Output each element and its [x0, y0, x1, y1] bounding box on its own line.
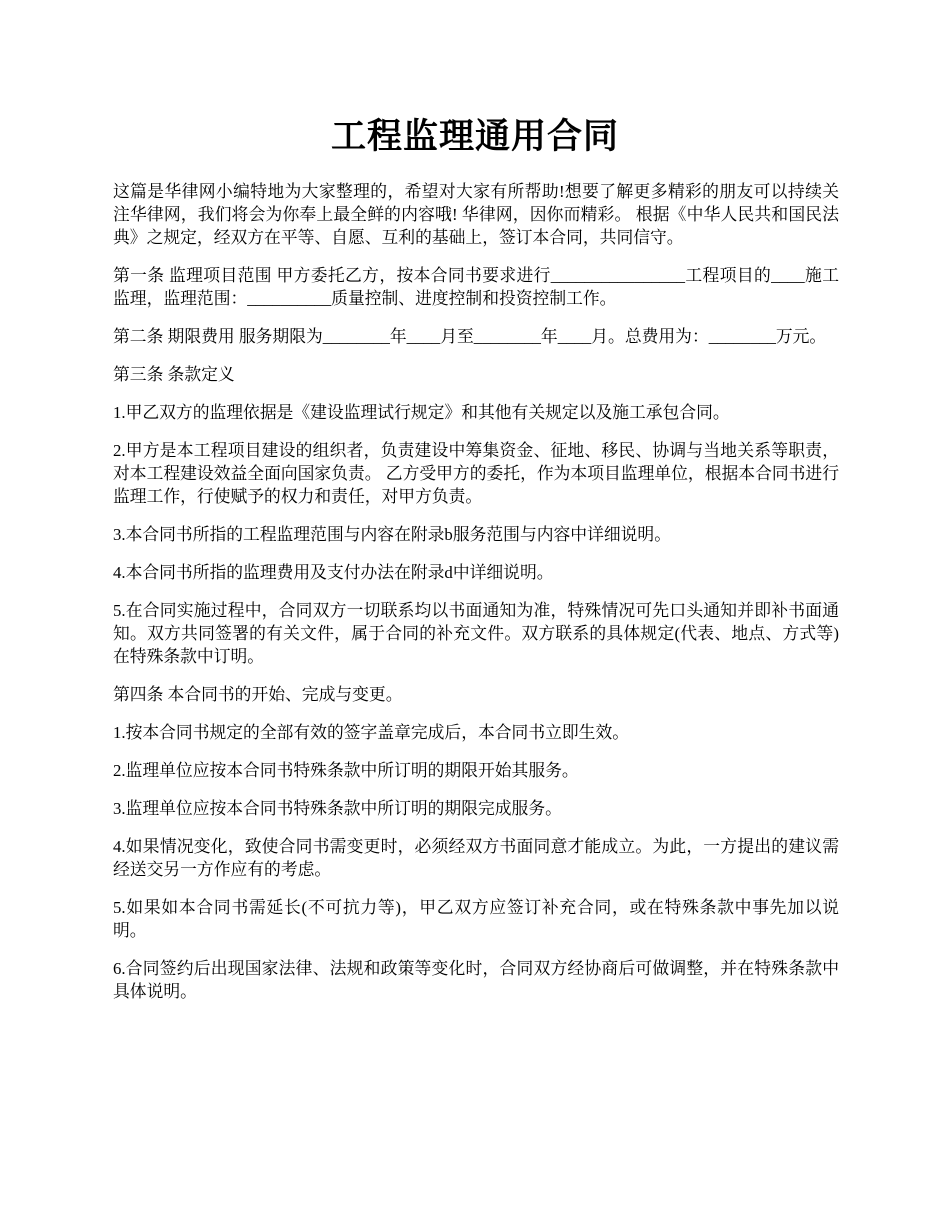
- article-1-scope: 第一条 监理项目范围 甲方委托乙方，按本合同书要求进行________________工程项目的____施工监理，监理范围：__________质量控制、进度控制和投资控制工作。: [113, 266, 839, 308]
- article-2-term-fee: 第二条 期限费用 服务期限为________年____月至________年____月。总费用为：________万元。: [113, 327, 827, 346]
- article-3-clause-2: 2.甲方是本工程项目建设的组织者，负责建设中筹集资金、征地、移民、协调与当地关系等职责，对本工程建设效益全面向国家负责。 乙方受甲方的委托，作为本项目监理单位，根据本合同书进行监理工作，行使赋予的权力和责任，对甲方负责。: [113, 441, 839, 506]
- article-4-clause-6: 6.合同签约后出现国家法律、法规和政策等变化时，合同双方经协商后可做调整，并在特殊条款中具体说明。: [113, 959, 839, 1001]
- article-4-clause-1: 1.按本合同书规定的全部有效的签字盖章完成后，本合同书立即生效。: [113, 723, 630, 742]
- article-3-clause-1: 1.甲乙双方的监理依据是《建设监理试行规定》和其他有关规定以及施工承包合同。: [113, 403, 730, 422]
- article-4-heading: 第四条 本合同书的开始、完成与变更。: [113, 685, 403, 704]
- intro-paragraph: 这篇是华律网小编特地为大家整理的，希望对大家有所帮助!想要了解更多精彩的朋友可以持续关注华律网，我们将会为你奉上最全鲜的内容哦! 华律网，因你而精彩。 根据《中华人民共和国民法典》之规定，经双方在平等、自愿、互利的基础上，签订本合同，共同信守。: [113, 182, 839, 247]
- document-title: 工程监理通用合同: [330, 117, 619, 156]
- document-body: [113, 180, 839, 1018]
- article-4-clause-5: 5.如果如本合同书需延长(不可抗力等)，甲乙双方应签订补充合同，或在特殊条款中事先加以说明。: [113, 898, 839, 940]
- article-3-clause-4: 4.本合同书所指的监理费用及支付办法在附录d中详细说明。: [113, 563, 554, 582]
- article-4-clause-2: 2.监理单位应按本合同书特殊条款中所订明的期限开始其服务。: [113, 761, 579, 780]
- article-4-clause-3: 3.监理单位应按本合同书特殊条款中所订明的期限完成服务。: [113, 799, 562, 818]
- article-3-clause-5: 5.在合同实施过程中，合同双方一切联系均以书面通知为准，特殊情况可先口头通知并即补书面通知。双方共同签署的有关文件，属于合同的补充文件。双方联系的具体规定(代表、地点、方式等)在特殊条款中订明。: [113, 601, 839, 666]
- article-3-heading: 第三条 条款定义: [113, 365, 235, 384]
- article-3-clause-3: 3.本合同书所指的工程监理范围与内容在附录b服务范围与内容中详细说明。: [113, 525, 671, 544]
- article-4-clause-4: 4.如果情况变化，致使合同书需变更时，必须经双方书面同意才能成立。为此，一方提出的建议需经送交另一方作应有的考虑。: [113, 837, 839, 879]
